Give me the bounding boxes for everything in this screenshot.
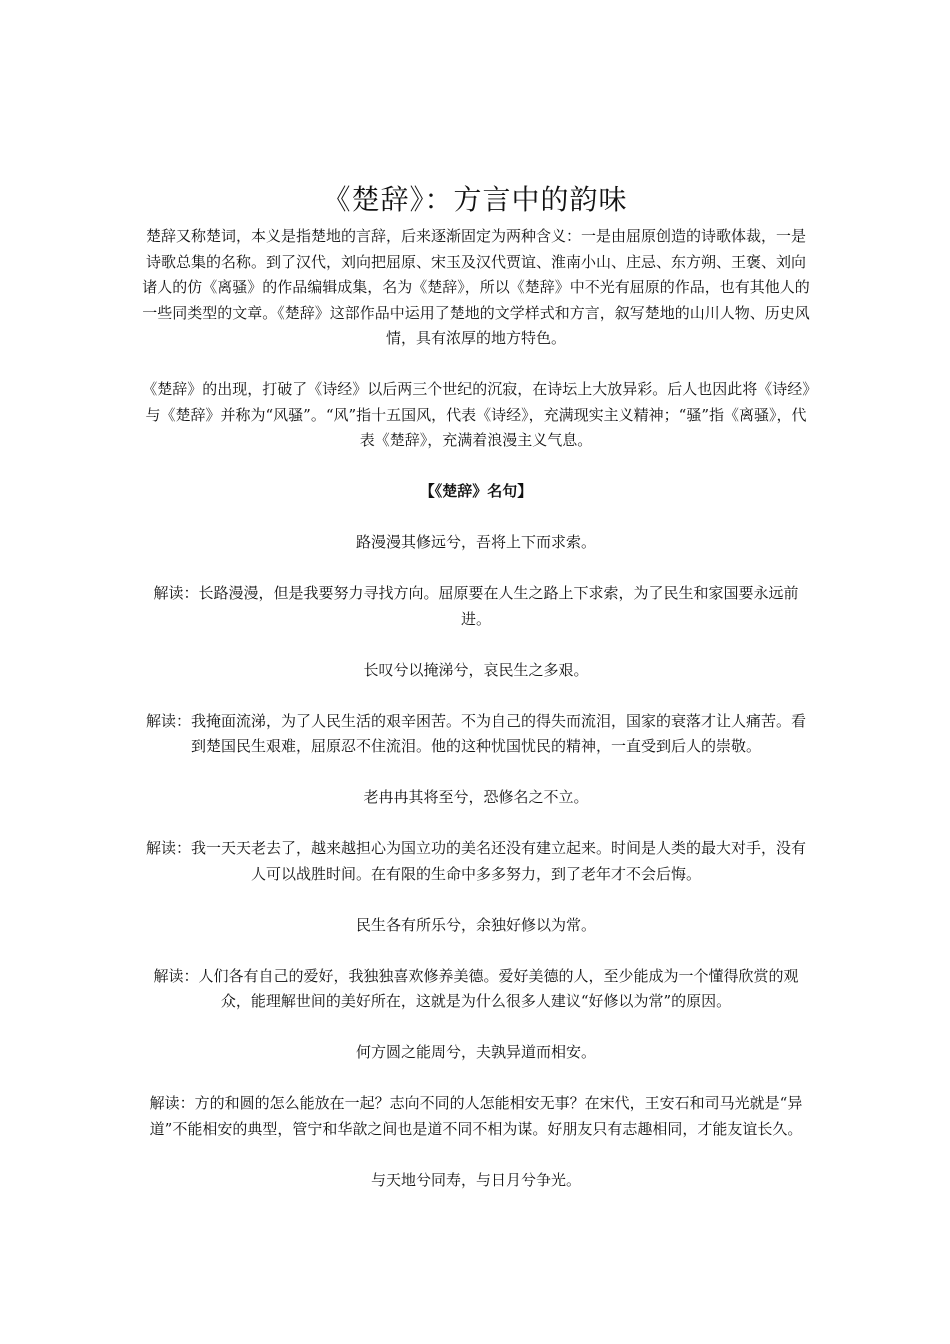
intro-paragraph: 楚辞又称楚词，本义是指楚地的言辞，后来逐渐固定为两种含义：一是由屈原创造的诗歌体裁，一是诗歌总集的名称。到了汉代，刘向把屈原、宋玉及汉代贾谊、淮南小山、庄忌、东方朔、王褒、刘向诸人的仿《离骚》的作品编辑成集，名为《楚辞》，所以《楚辞》中不光有屈原的作品，也有其他人的一些同类型的文章。《楚辞》这部作品中运用了楚地的文学样式和方言，叙写楚地的山川人物、历史风情，具有浓厚的地方特色。 [142,227,810,347]
history-paragraph: 《楚辞》的出现，打破了《诗经》以后两三个世纪的沉寂，在诗坛上大放异彩。后人也因此将《诗经》与《楚辞》并称为“风骚”。“风”指十五国风，代表《诗经》，充满现实主义精神；“骚”指《离骚》，代表《楚辞》，充满着浪漫主义气息。 [142,380,810,449]
interpretation-paragraph: 解读：方的和圆的怎么能放在一起？志向不同的人怎能相安无事？在宋代，王安石和司马光就是“异道”不能相安的典型，管宁和华歆之间也是道不同不相为谋。好朋友只有志趣相同，才能友谊长久。 [149,1094,803,1138]
quote-line: 老冉冉其将至兮，恐修名之不立。 [363,788,589,806]
quote-line: 长叹兮以掩涕兮，哀民生之多艰。 [363,660,589,679]
quote-line: 何方圆之能周兮，夫孰异道而相安。 [355,1043,596,1061]
section-heading: 【《楚辞》名句】 [419,482,533,500]
quote-line: 路漫漫其修远兮，吾将上下而求索。 [355,533,596,551]
interpretation-paragraph: 解读：我一天天老去了，越来越担心为国立功的美名还没有建立起来。时间是人类的最大对手，没有人可以战胜时间。在有限的生命中多多努力，到了老年才不会后悔。 [145,839,806,883]
interpretation-paragraph: 解读：我掩面流涕，为了人民生活的艰辛困苦。不为自己的得失而流泪，国家的衰落才让人痛苦。看到楚国民生艰难，屈原忍不住流泪。他的这种忧国忧民的精神，一直受到后人的崇敬。 [145,711,806,755]
page-title: 《楚辞》：方言中的韵味 [322,183,628,216]
interpretation-paragraph: 解读：长路漫漫，但是我要努力寻找方向。屈原要在人生之路上下求索，为了民生和家国要永远前进。 [153,584,799,628]
document-body [140,224,812,1219]
quote-line: 民生各有所乐兮，余独好修以为常。 [355,915,596,934]
interpretation-paragraph: 解读：人们各有自己的爱好，我独独喜欢修养美德。爱好美德的人，至少能成为一个懂得欣赏的观众，能理解世间的美好所在，这就是为什么很多人建议“好修以为常”的原因。 [153,966,799,1010]
quote-line: 与天地兮同寿，与日月兮争光。 [370,1170,581,1189]
